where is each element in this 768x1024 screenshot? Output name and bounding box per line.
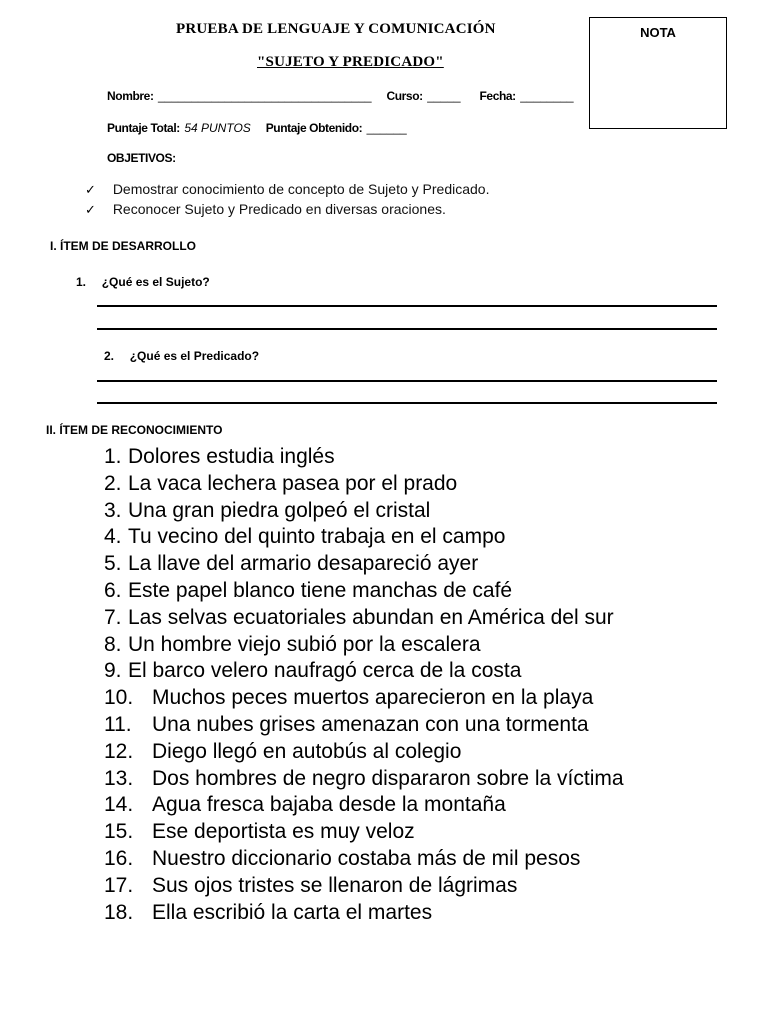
item-text: Las selvas ecuatoriales abundan en América del sur	[128, 605, 614, 629]
item-text: Ese deportista es muy veloz	[152, 820, 415, 844]
list-item	[104, 873, 624, 900]
item-number: 13.	[104, 766, 134, 790]
score-row	[107, 119, 407, 137]
list-item	[104, 658, 624, 685]
item-number: 12.	[104, 739, 134, 763]
curso-label: Curso:	[386, 89, 423, 103]
puntaje-total-value: 54 PUNTOS	[184, 121, 251, 135]
document-title: PRUEBA DE LENGUAJE Y COMUNICACIÓN	[176, 21, 496, 37]
item-number: 16.	[104, 846, 134, 870]
item-number: 1.	[104, 445, 122, 468]
puntaje-obtenido-label: Puntaje Obtenido:	[265, 121, 363, 135]
item-number: 3.	[104, 498, 122, 522]
item-text: Dolores estudia inglés	[128, 445, 335, 468]
item-number: 6.	[104, 578, 122, 602]
objectives-heading: OBJETIVOS:	[107, 151, 176, 165]
item-text: Sus ojos tristes se llenaron de lágrimas	[152, 873, 518, 897]
item-text: Nuestro diccionario costaba más de mil pesos	[152, 846, 581, 870]
document-subtitle: "SUJETO Y PREDICADO"	[257, 54, 444, 70]
question-number: 1.	[76, 275, 87, 289]
list-item	[104, 819, 624, 846]
list-item	[104, 766, 624, 793]
list-item	[104, 444, 624, 471]
item-number: 4.	[104, 525, 122, 549]
nombre-field[interactable]: ________________________________	[158, 89, 372, 103]
question-1	[76, 275, 210, 289]
list-item	[104, 632, 624, 659]
objective-text: Reconocer Sujeto y Predicado en diversas oraciones.	[112, 201, 446, 217]
item-text: Este papel blanco tiene manchas de café	[128, 578, 513, 602]
item-text: Agua fresca bajaba desde la montaña	[152, 793, 506, 817]
list-item	[104, 712, 624, 739]
item-text: Dos hombres de negro dispararon sobre la víctima	[152, 766, 624, 790]
item-number: 5.	[104, 552, 122, 576]
item-text: Ella escribió la carta el martes	[152, 900, 433, 924]
item-text: Una nubes grises amenazan con una tormenta	[152, 712, 589, 736]
list-item	[104, 551, 624, 578]
list-item	[104, 792, 624, 819]
item-text: La vaca lechera pasea por el prado	[128, 471, 458, 495]
list-item	[104, 739, 624, 766]
list-item	[104, 524, 624, 551]
section-1-heading: I. ÍTEM DE DESARROLLO	[50, 239, 197, 253]
curso-field[interactable]: _____	[427, 89, 461, 103]
fecha-field[interactable]: ________	[520, 89, 574, 103]
item-number: 15.	[104, 820, 134, 844]
item-number: 2.	[104, 471, 122, 495]
answer-line[interactable]	[97, 328, 717, 330]
list-item	[104, 846, 624, 873]
item-text: Muchos peces muertos aparecieron en la playa	[152, 686, 594, 710]
question-number: 2.	[104, 349, 115, 363]
item-number: 14.	[104, 793, 134, 817]
grade-box-label: NOTA	[640, 25, 676, 40]
question-text: ¿Qué es el Sujeto?	[101, 275, 210, 289]
student-info-row	[107, 87, 574, 105]
checkmark-icon: ✓	[85, 202, 96, 217]
list-item	[104, 685, 624, 712]
checkmark-icon: ✓	[85, 182, 96, 197]
question-2	[104, 349, 259, 363]
item-number: 8.	[104, 632, 122, 656]
list-item	[104, 578, 624, 605]
item-text: El barco velero naufragó cerca de la costa	[128, 659, 522, 683]
item-text: Un hombre viejo subió por la escalera	[128, 632, 481, 656]
item-number: 9.	[104, 659, 122, 683]
item-number: 18.	[104, 900, 134, 924]
objective-text: Demostrar conocimiento de concepto de Sujeto y Predicado.	[112, 181, 490, 197]
list-item	[104, 605, 624, 632]
objective-item	[85, 201, 446, 219]
item-number: 7.	[104, 605, 122, 629]
item-text: Una gran piedra golpeó el cristal	[128, 498, 431, 522]
grade-box[interactable]	[589, 17, 727, 129]
list-item	[104, 498, 624, 525]
item-number: 17.	[104, 873, 134, 897]
section-2-heading: II. ÍTEM DE RECONOCIMIENTO	[46, 423, 223, 437]
list-item	[104, 900, 624, 927]
item-number: 11.	[104, 712, 132, 736]
list-item	[104, 471, 624, 498]
answer-line[interactable]	[97, 402, 717, 404]
nombre-label: Nombre:	[107, 89, 154, 103]
puntaje-total-label: Puntaje Total:	[107, 121, 180, 135]
item-text: Tu vecino del quinto trabaja en el campo	[128, 525, 506, 549]
answer-line[interactable]	[97, 380, 717, 382]
answer-line[interactable]	[97, 305, 717, 307]
fecha-label: Fecha:	[479, 89, 516, 103]
question-text: ¿Qué es el Predicado?	[129, 349, 260, 363]
item-number: 10.	[104, 686, 134, 710]
recognition-list	[104, 444, 624, 926]
item-text: La llave del armario desapareció ayer	[128, 552, 479, 576]
puntaje-obtenido-field[interactable]: ______	[366, 121, 407, 135]
item-text: Diego llegó en autobús al colegio	[152, 739, 462, 763]
objective-item	[85, 181, 489, 199]
